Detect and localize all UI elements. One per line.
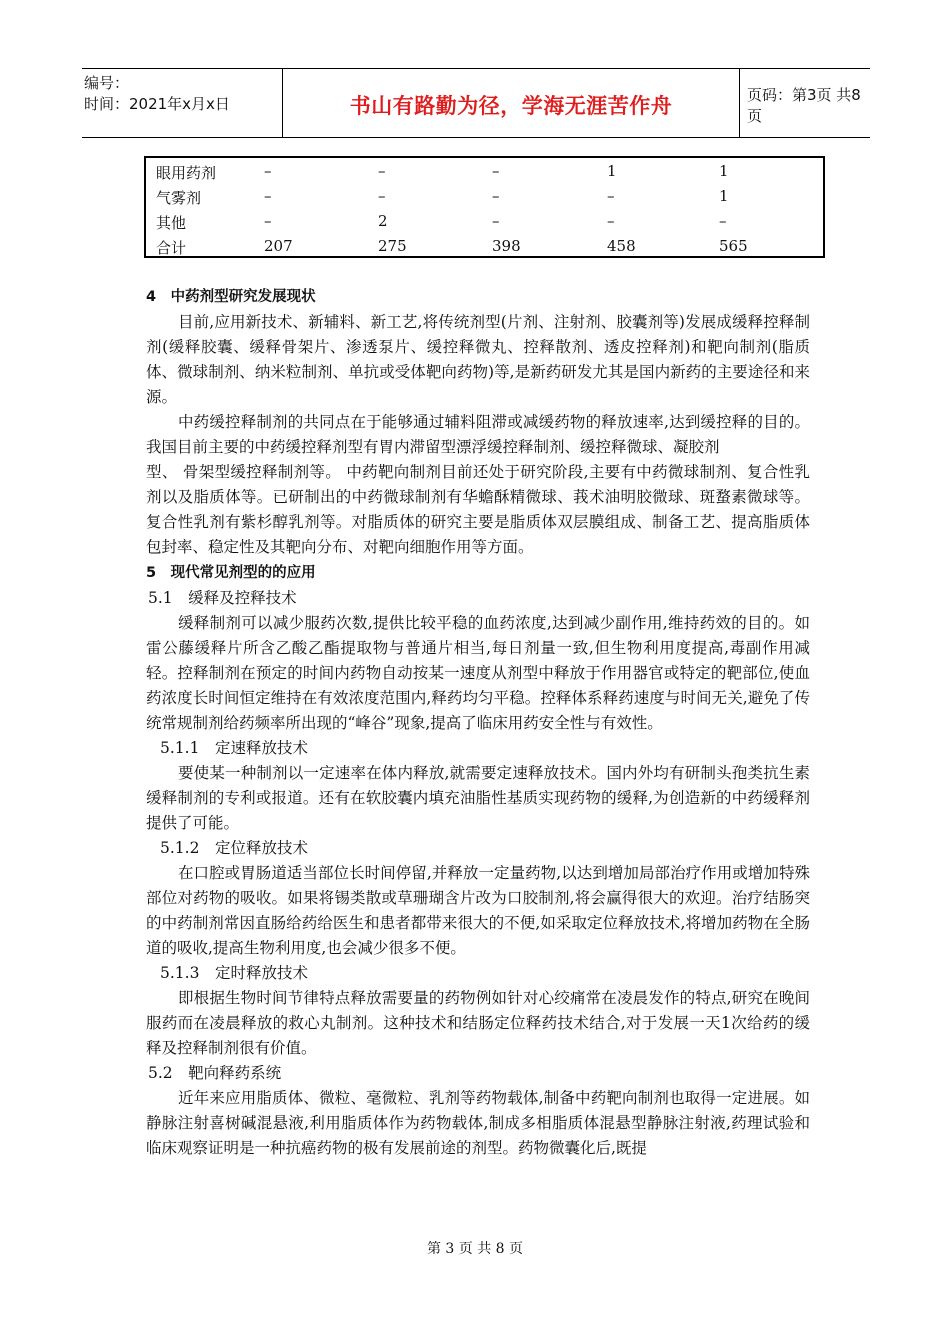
section-5-1-paragraph: 缓释制剂可以减少服药次数,提供比较平稳的血药浓度,达到减少副作用,维持药效的目的。如雷公藤缓释片所含乙酸乙酯提取物与普通片相当,每日剂量一致,但生物利用度提高,毒副作用减轻。控释制剂在预定的时间内药物自动按某一速度从剂型中释放于作用器官或特定的靶部位,使血药浓度长时间恒定维持在有效浓度范围内,释药均匀平稳。控释体系释药速度与时间无关,避免了传统常规制剂给药频率所出现的“峰谷”现象,提高了临床用药安全性与有效性。 xyxy=(146,614,810,732)
section-5-1-3-paragraph: 即根据生物时间节律特点释放需要量的药物例如针对心绞痛常在凌晨发作的特点,研究在晚间服药而在凌晨释放的救心丸制剂。这种技术和结肠定位释药技术结合,对于发展一天1次给药的缓释及控释制剂很有价值。 xyxy=(146,989,810,1057)
table-cell: 1 xyxy=(719,162,729,180)
table-cell: – xyxy=(264,162,272,180)
table-cell: – xyxy=(492,212,500,230)
header-motto: 书山有路勤为径，学海无涯苦作舟 xyxy=(349,94,673,118)
code-label: 编号： xyxy=(84,74,130,92)
section-5-1-3-heading: 5.1.3 定时释放技术 xyxy=(160,964,308,982)
table-cell: 1 xyxy=(719,187,729,205)
table-cell: 398 xyxy=(492,237,521,255)
section-5-2-heading: 5.2 靶向释药系统 xyxy=(148,1064,282,1082)
table-cell: 458 xyxy=(607,237,636,255)
section-5-1-2-heading: 5.1.2 定位释放技术 xyxy=(160,839,308,857)
table-cell: – xyxy=(719,212,727,230)
header-meta xyxy=(82,69,282,137)
page-header xyxy=(82,68,870,138)
section-4-paragraph-2-continued: 型、 骨架型缓控释制剂等。 中药靶向制剂目前还处于研究阶段,主要有中药微球制剂、复合性乳剂以及脂质体等。已研制出的中药微球制剂有华蟾酥精微球、莪术油明胶微球、斑蝥素微球等。复合性乳剂有紫杉醇乳剂等。对脂质体的研究主要是脂质体双层膜组成、制备工艺、提高脂质体包封率、稳定性及其靶向分布、对靶向细胞作用等方面。 xyxy=(146,463,810,556)
table-cell: 眼用药剂 xyxy=(156,164,217,182)
table-cell: 1 xyxy=(607,162,617,180)
section-5-heading: 5 现代常见剂型的的应用 xyxy=(146,565,316,581)
table-cell: 气雾剂 xyxy=(156,189,202,207)
table-cell: 207 xyxy=(264,237,293,255)
section-4-paragraph-2: 中药缓控释制剂的共同点在于能够通过辅料阻滞或减缓药物的释放速率,达到缓控释的目的。我国目前主要的中药缓控释剂型有胃内滞留型漂浮缓控释制剂、缓控释微球、凝胶剂 xyxy=(146,413,810,456)
table-cell: – xyxy=(264,187,272,205)
page-footer xyxy=(0,1238,950,1258)
table-row xyxy=(146,235,823,260)
table-cell: – xyxy=(607,212,615,230)
section-5-1-2-paragraph: 在口腔或胃肠道适当部位长时间停留,并释放一定量药物,以达到增加局部治疗作用或增加特殊部位对药物的吸收。如果将锡类散或草珊瑚含片改为口胶制剂,将会赢得很大的欢迎。治疗结肠突的中药制剂常因直肠给药给医生和患者都带来很大的不便,如采取定位释放技术,将增加药物在全肠道的吸收,提高生物利用度,也会减少很多不便。 xyxy=(146,864,810,957)
table-row xyxy=(146,160,823,185)
table-cell: – xyxy=(607,187,615,205)
section-4-paragraph-1: 目前,应用新技术、新辅料、新工艺,将传统剂型(片剂、注射剂、胶囊剂等)发展成缓释控释制剂(缓释胶囊、缓释骨架片、渗透泵片、缓控释微丸、控释散剂、透皮控释剂)和靶向制剂(脂质体、微球制剂、纳米粒制剂、单抗或受体靶向药物)等,是新药研发尤其是国内新药的主要途径和来源。 xyxy=(146,313,810,406)
section-4-heading: 4 中药剂型研究发展现状 xyxy=(146,289,316,305)
section-5-2-paragraph: 近年来应用脂质体、微粒、毫微粒、乳剂等药物载体,制备中药靶向制剂也取得一定进展。如静脉注射喜树碱混悬液,利用脂质体作为药物载体,制成多相脂质体混悬型静脉注射液,药理试验和临床观察证明是一种抗癌药物的极有发展前途的剂型。药物微囊化后,既提 xyxy=(146,1089,810,1157)
section-5-1-1-paragraph: 要使某一种制剂以一定速率在体内释放,就需要定速释放技术。国内外均有研制头孢类抗生素缓释制剂的专利或报道。还有在软胶囊内填充油脂性基质实现药物的缓释,为创造新的中药缓释剂提供了可能。 xyxy=(146,764,810,832)
section-5-1-heading: 5.1 缓释及控释技术 xyxy=(148,589,297,607)
time-label: 时间：2021年x月x日 xyxy=(84,95,230,113)
document-body xyxy=(146,284,810,1161)
table-row xyxy=(146,210,823,235)
table-cell: 2 xyxy=(378,212,388,230)
table-cell: 合计 xyxy=(156,239,187,257)
table-cell: – xyxy=(378,187,386,205)
section-5-1-1-heading: 5.1.1 定速释放技术 xyxy=(160,739,308,757)
table-cell: 275 xyxy=(378,237,407,255)
table-cell: – xyxy=(492,162,500,180)
footer-page-number: 第 3 页 共 8 页 xyxy=(426,1241,524,1257)
table-cell: – xyxy=(492,187,500,205)
header-motto-cell xyxy=(282,69,740,137)
table-cell: 565 xyxy=(719,237,748,255)
table-row xyxy=(146,185,823,210)
table-cell: – xyxy=(378,162,386,180)
table-cell: 其他 xyxy=(156,214,187,232)
table-cell: – xyxy=(264,212,272,230)
dosage-form-table xyxy=(144,156,825,258)
header-page-label: 页码：第3页 共8页 xyxy=(747,86,861,125)
